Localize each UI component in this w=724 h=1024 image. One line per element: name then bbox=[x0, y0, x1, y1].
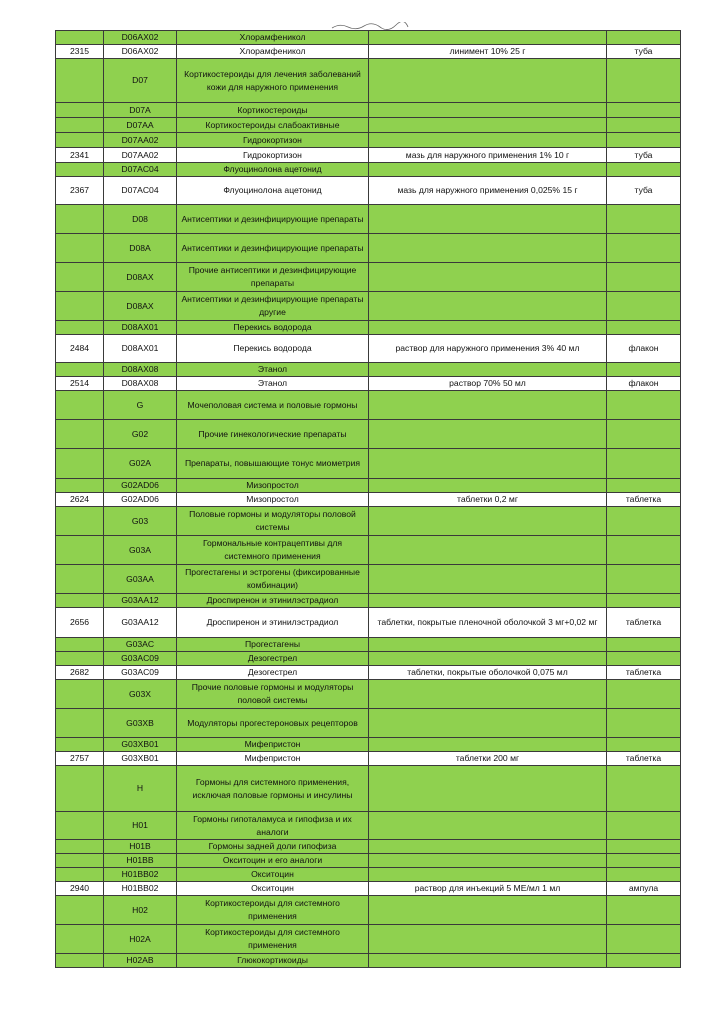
category-row bbox=[56, 766, 681, 812]
drug-name-cell: Гормоны гипоталамуса и гипофиза и их аналоги bbox=[177, 812, 369, 840]
dosage-form-cell bbox=[369, 449, 607, 479]
atc-code-cell: G03 bbox=[104, 507, 177, 536]
unit-cell bbox=[607, 118, 681, 133]
atc-code-cell: D07AC04 bbox=[104, 177, 177, 205]
category-row bbox=[56, 680, 681, 709]
unit-cell bbox=[607, 205, 681, 234]
dosage-form-cell bbox=[369, 854, 607, 868]
unit-cell bbox=[607, 680, 681, 709]
drug-name-cell: Мизопростол bbox=[177, 479, 369, 493]
dosage-form-cell bbox=[369, 954, 607, 968]
drug-name-cell: Гормональные контрацептивы для системного применения bbox=[177, 536, 369, 565]
unit-cell bbox=[607, 954, 681, 968]
atc-code-cell: D08AX01 bbox=[104, 321, 177, 335]
table-body bbox=[56, 31, 681, 968]
drug-name-cell: Антисептики и дезинфицирующие препараты bbox=[177, 234, 369, 263]
atc-code-cell: D08 bbox=[104, 205, 177, 234]
dosage-form-cell bbox=[369, 594, 607, 608]
unit-cell bbox=[607, 812, 681, 840]
atc-code-cell: G bbox=[104, 391, 177, 420]
category-row bbox=[56, 133, 681, 148]
atc-code-cell: G02AD06 bbox=[104, 479, 177, 493]
row-number-cell: 2315 bbox=[56, 45, 104, 59]
drug-row bbox=[56, 752, 681, 766]
category-row bbox=[56, 292, 681, 321]
atc-code-cell: D07AA02 bbox=[104, 148, 177, 163]
handwritten-mark bbox=[330, 22, 410, 30]
drug-name-cell: Кортикостероиды для системного применения bbox=[177, 896, 369, 925]
atc-code-cell: G03A bbox=[104, 536, 177, 565]
drug-name-cell: Кортикостероиды слабоактивные bbox=[177, 118, 369, 133]
atc-code-cell: D07AC04 bbox=[104, 163, 177, 177]
row-number-cell bbox=[56, 263, 104, 292]
drug-name-cell: Прочие гинекологические препараты bbox=[177, 420, 369, 449]
unit-cell: таблетка bbox=[607, 752, 681, 766]
drug-name-cell: Окситоцин и его аналоги bbox=[177, 854, 369, 868]
drug-row bbox=[56, 335, 681, 363]
drug-name-cell: Кортикостероиды для лечения заболеваний кожи для наружного применения bbox=[177, 59, 369, 103]
dosage-form-cell bbox=[369, 840, 607, 854]
category-row bbox=[56, 925, 681, 954]
dosage-form-cell bbox=[369, 709, 607, 738]
unit-cell bbox=[607, 896, 681, 925]
unit-cell bbox=[607, 565, 681, 594]
dosage-form-cell: таблетки 0,2 мг bbox=[369, 493, 607, 507]
dosage-form-cell bbox=[369, 292, 607, 321]
category-row bbox=[56, 118, 681, 133]
row-number-cell bbox=[56, 31, 104, 45]
category-row bbox=[56, 59, 681, 103]
row-number-cell bbox=[56, 565, 104, 594]
atc-code-cell: D07 bbox=[104, 59, 177, 103]
unit-cell: таблетка bbox=[607, 608, 681, 638]
category-row bbox=[56, 896, 681, 925]
category-row bbox=[56, 738, 681, 752]
dosage-form-cell: линимент 10% 25 г bbox=[369, 45, 607, 59]
drug-name-cell: Кортикостероиды для системного применения bbox=[177, 925, 369, 954]
drug-name-cell: Антисептики и дезинфицирующие препараты другие bbox=[177, 292, 369, 321]
dosage-form-cell bbox=[369, 925, 607, 954]
drug-row bbox=[56, 377, 681, 391]
category-row bbox=[56, 536, 681, 565]
row-number-cell bbox=[56, 709, 104, 738]
unit-cell bbox=[607, 840, 681, 854]
unit-cell: туба bbox=[607, 177, 681, 205]
row-number-cell bbox=[56, 479, 104, 493]
row-number-cell bbox=[56, 638, 104, 652]
drug-name-cell: Антисептики и дезинфицирующие препараты bbox=[177, 205, 369, 234]
atc-code-cell: H bbox=[104, 766, 177, 812]
atc-code-cell: H01BB02 bbox=[104, 868, 177, 882]
dosage-form-cell bbox=[369, 103, 607, 118]
dosage-form-cell bbox=[369, 420, 607, 449]
drug-name-cell: Окситоцин bbox=[177, 868, 369, 882]
unit-cell bbox=[607, 536, 681, 565]
drug-name-cell: Хлорамфеникол bbox=[177, 31, 369, 45]
unit-cell bbox=[607, 925, 681, 954]
drug-name-cell: Дроспиренон и этинилэстрадиол bbox=[177, 594, 369, 608]
atc-code-cell: H01BB bbox=[104, 854, 177, 868]
row-number-cell bbox=[56, 205, 104, 234]
category-row bbox=[56, 263, 681, 292]
atc-code-cell: D08AX08 bbox=[104, 363, 177, 377]
row-number-cell bbox=[56, 854, 104, 868]
drug-name-cell: Этанол bbox=[177, 377, 369, 391]
category-row bbox=[56, 638, 681, 652]
drug-name-cell: Дроспиренон и этинилэстрадиол bbox=[177, 608, 369, 638]
dosage-form-cell bbox=[369, 391, 607, 420]
unit-cell bbox=[607, 479, 681, 493]
category-row bbox=[56, 594, 681, 608]
atc-code-cell: G03AC09 bbox=[104, 666, 177, 680]
atc-code-cell: D08A bbox=[104, 234, 177, 263]
row-number-cell: 2367 bbox=[56, 177, 104, 205]
row-number-cell: 2624 bbox=[56, 493, 104, 507]
dosage-form-cell bbox=[369, 507, 607, 536]
category-row bbox=[56, 163, 681, 177]
atc-code-cell: H01 bbox=[104, 812, 177, 840]
row-number-cell: 2757 bbox=[56, 752, 104, 766]
atc-code-cell: G03AC09 bbox=[104, 652, 177, 666]
row-number-cell bbox=[56, 840, 104, 854]
dosage-form-cell bbox=[369, 565, 607, 594]
category-row bbox=[56, 507, 681, 536]
row-number-cell bbox=[56, 59, 104, 103]
drug-name-cell: Глюкокортикоиды bbox=[177, 954, 369, 968]
row-number-cell bbox=[56, 420, 104, 449]
unit-cell bbox=[607, 709, 681, 738]
atc-code-cell: D06AX02 bbox=[104, 31, 177, 45]
atc-code-cell: G03AC bbox=[104, 638, 177, 652]
unit-cell bbox=[607, 292, 681, 321]
atc-code-cell: D08AX01 bbox=[104, 335, 177, 363]
row-number-cell bbox=[56, 812, 104, 840]
row-number-cell bbox=[56, 449, 104, 479]
dosage-form-cell bbox=[369, 638, 607, 652]
unit-cell: туба bbox=[607, 148, 681, 163]
drug-row bbox=[56, 608, 681, 638]
dosage-form-cell: раствор для наружного применения 3% 40 мл bbox=[369, 335, 607, 363]
row-number-cell bbox=[56, 321, 104, 335]
drug-name-cell: Прочие антисептики и дезинфицирующие препараты bbox=[177, 263, 369, 292]
dosage-form-cell: мазь для наружного применения 0,025% 15 г bbox=[369, 177, 607, 205]
row-number-cell bbox=[56, 163, 104, 177]
unit-cell bbox=[607, 234, 681, 263]
category-row bbox=[56, 420, 681, 449]
unit-cell: таблетка bbox=[607, 666, 681, 680]
category-row bbox=[56, 234, 681, 263]
category-row bbox=[56, 321, 681, 335]
unit-cell bbox=[607, 31, 681, 45]
atc-code-cell: G03AA12 bbox=[104, 608, 177, 638]
unit-cell bbox=[607, 868, 681, 882]
unit-cell: флакон bbox=[607, 335, 681, 363]
unit-cell bbox=[607, 59, 681, 103]
category-row bbox=[56, 391, 681, 420]
unit-cell: туба bbox=[607, 45, 681, 59]
drug-name-cell: Прочие половые гормоны и модуляторы половой системы bbox=[177, 680, 369, 709]
dosage-form-cell bbox=[369, 118, 607, 133]
drug-name-cell: Гормоны задней доли гипофиза bbox=[177, 840, 369, 854]
row-number-cell bbox=[56, 103, 104, 118]
drug-row bbox=[56, 177, 681, 205]
atc-code-cell: G03AA12 bbox=[104, 594, 177, 608]
category-row bbox=[56, 854, 681, 868]
drug-row bbox=[56, 148, 681, 163]
row-number-cell: 2940 bbox=[56, 882, 104, 896]
drug-row bbox=[56, 493, 681, 507]
category-row bbox=[56, 868, 681, 882]
unit-cell bbox=[607, 321, 681, 335]
unit-cell bbox=[607, 391, 681, 420]
row-number-cell bbox=[56, 363, 104, 377]
drug-name-cell: Прогестагены bbox=[177, 638, 369, 652]
drug-name-cell: Перекись водорода bbox=[177, 321, 369, 335]
drug-name-cell: Половые гормоны и модуляторы половой системы bbox=[177, 507, 369, 536]
row-number-cell bbox=[56, 536, 104, 565]
dosage-form-cell bbox=[369, 263, 607, 292]
unit-cell: флакон bbox=[607, 377, 681, 391]
dosage-form-cell bbox=[369, 536, 607, 565]
unit-cell bbox=[607, 363, 681, 377]
unit-cell bbox=[607, 263, 681, 292]
unit-cell bbox=[607, 766, 681, 812]
row-number-cell: 2682 bbox=[56, 666, 104, 680]
dosage-form-cell: таблетки 200 мг bbox=[369, 752, 607, 766]
unit-cell bbox=[607, 854, 681, 868]
dosage-form-cell bbox=[369, 680, 607, 709]
atc-code-cell: H01BB02 bbox=[104, 882, 177, 896]
row-number-cell bbox=[56, 738, 104, 752]
atc-code-cell: G03AA bbox=[104, 565, 177, 594]
row-number-cell bbox=[56, 133, 104, 148]
row-number-cell bbox=[56, 594, 104, 608]
atc-code-cell: G02A bbox=[104, 449, 177, 479]
dosage-form-cell bbox=[369, 896, 607, 925]
drug-name-cell: Дезогестрел bbox=[177, 666, 369, 680]
atc-code-cell: G03XB bbox=[104, 709, 177, 738]
dosage-form-cell bbox=[369, 363, 607, 377]
unit-cell bbox=[607, 507, 681, 536]
dosage-form-cell bbox=[369, 321, 607, 335]
atc-code-cell: D07AA02 bbox=[104, 133, 177, 148]
drug-name-cell: Мифепристон bbox=[177, 752, 369, 766]
dosage-form-cell: раствор 70% 50 мл bbox=[369, 377, 607, 391]
drug-name-cell: Гидрокортизон bbox=[177, 148, 369, 163]
drug-name-cell: Хлорамфеникол bbox=[177, 45, 369, 59]
atc-code-cell: H02AB bbox=[104, 954, 177, 968]
unit-cell bbox=[607, 652, 681, 666]
dosage-form-cell: таблетки, покрытые оболочкой 0,075 мл bbox=[369, 666, 607, 680]
dosage-form-cell bbox=[369, 59, 607, 103]
drug-name-cell: Окситоцин bbox=[177, 882, 369, 896]
drug-list-table bbox=[55, 30, 681, 968]
row-number-cell bbox=[56, 507, 104, 536]
unit-cell bbox=[607, 103, 681, 118]
atc-code-cell: D07AA bbox=[104, 118, 177, 133]
drug-name-cell: Прогестагены и эстрогены (фиксированные комбинации) bbox=[177, 565, 369, 594]
row-number-cell: 2484 bbox=[56, 335, 104, 363]
dosage-form-cell bbox=[369, 133, 607, 148]
category-row bbox=[56, 812, 681, 840]
unit-cell bbox=[607, 420, 681, 449]
category-row bbox=[56, 709, 681, 738]
atc-code-cell: G03XB01 bbox=[104, 752, 177, 766]
atc-code-cell: D07A bbox=[104, 103, 177, 118]
dosage-form-cell bbox=[369, 812, 607, 840]
drug-row bbox=[56, 882, 681, 896]
dosage-form-cell: мазь для наружного применения 1% 10 г bbox=[369, 148, 607, 163]
category-row bbox=[56, 31, 681, 45]
unit-cell bbox=[607, 738, 681, 752]
category-row bbox=[56, 479, 681, 493]
category-row bbox=[56, 652, 681, 666]
row-number-cell bbox=[56, 234, 104, 263]
dosage-form-cell bbox=[369, 738, 607, 752]
dosage-form-cell bbox=[369, 205, 607, 234]
unit-cell bbox=[607, 638, 681, 652]
row-number-cell bbox=[56, 954, 104, 968]
atc-code-cell: D08AX bbox=[104, 263, 177, 292]
unit-cell: таблетка bbox=[607, 493, 681, 507]
row-number-cell bbox=[56, 292, 104, 321]
dosage-form-cell bbox=[369, 652, 607, 666]
category-row bbox=[56, 205, 681, 234]
drug-name-cell: Дезогестрел bbox=[177, 652, 369, 666]
category-row bbox=[56, 840, 681, 854]
drug-name-cell: Флуоцинолона ацетонид bbox=[177, 163, 369, 177]
atc-code-cell: G03XB01 bbox=[104, 738, 177, 752]
dosage-form-cell bbox=[369, 31, 607, 45]
unit-cell bbox=[607, 594, 681, 608]
category-row bbox=[56, 103, 681, 118]
category-row bbox=[56, 449, 681, 479]
atc-code-cell: G02 bbox=[104, 420, 177, 449]
dosage-form-cell bbox=[369, 479, 607, 493]
row-number-cell bbox=[56, 652, 104, 666]
dosage-form-cell bbox=[369, 234, 607, 263]
row-number-cell: 2514 bbox=[56, 377, 104, 391]
drug-name-cell: Препараты, повышающие тонус миометрия bbox=[177, 449, 369, 479]
dosage-form-cell: таблетки, покрытые пленочной оболочкой 3 мг+0,02 мг bbox=[369, 608, 607, 638]
drug-name-cell: Модуляторы прогестероновых рецепторов bbox=[177, 709, 369, 738]
drug-name-cell: Гидрокортизон bbox=[177, 133, 369, 148]
category-row bbox=[56, 954, 681, 968]
unit-cell: ампула bbox=[607, 882, 681, 896]
row-number-cell bbox=[56, 118, 104, 133]
dosage-form-cell bbox=[369, 766, 607, 812]
unit-cell bbox=[607, 449, 681, 479]
unit-cell bbox=[607, 163, 681, 177]
drug-name-cell: Мифепристон bbox=[177, 738, 369, 752]
drug-name-cell: Кортикостероиды bbox=[177, 103, 369, 118]
row-number-cell: 2341 bbox=[56, 148, 104, 163]
row-number-cell bbox=[56, 391, 104, 420]
atc-code-cell: D08AX08 bbox=[104, 377, 177, 391]
drug-name-cell: Этанол bbox=[177, 363, 369, 377]
atc-code-cell: H02A bbox=[104, 925, 177, 954]
drug-name-cell: Гормоны для системного применения, исключая половые гормоны и инсулины bbox=[177, 766, 369, 812]
atc-code-cell: G03X bbox=[104, 680, 177, 709]
atc-code-cell: G02AD06 bbox=[104, 493, 177, 507]
drug-name-cell: Перекись водорода bbox=[177, 335, 369, 363]
row-number-cell bbox=[56, 766, 104, 812]
row-number-cell bbox=[56, 896, 104, 925]
row-number-cell bbox=[56, 925, 104, 954]
drug-name-cell: Флуоцинолона ацетонид bbox=[177, 177, 369, 205]
drug-name-cell: Мочеполовая система и половые гормоны bbox=[177, 391, 369, 420]
atc-code-cell: H02 bbox=[104, 896, 177, 925]
unit-cell bbox=[607, 133, 681, 148]
category-row bbox=[56, 363, 681, 377]
dosage-form-cell bbox=[369, 163, 607, 177]
row-number-cell bbox=[56, 680, 104, 709]
drug-row bbox=[56, 45, 681, 59]
dosage-form-cell: раствор для инъекций 5 МЕ/мл 1 мл bbox=[369, 882, 607, 896]
atc-code-cell: D08AX bbox=[104, 292, 177, 321]
dosage-form-cell bbox=[369, 868, 607, 882]
category-row bbox=[56, 565, 681, 594]
row-number-cell bbox=[56, 868, 104, 882]
atc-code-cell: H01B bbox=[104, 840, 177, 854]
row-number-cell: 2656 bbox=[56, 608, 104, 638]
atc-code-cell: D06AX02 bbox=[104, 45, 177, 59]
drug-name-cell: Мизопростол bbox=[177, 493, 369, 507]
drug-row bbox=[56, 666, 681, 680]
